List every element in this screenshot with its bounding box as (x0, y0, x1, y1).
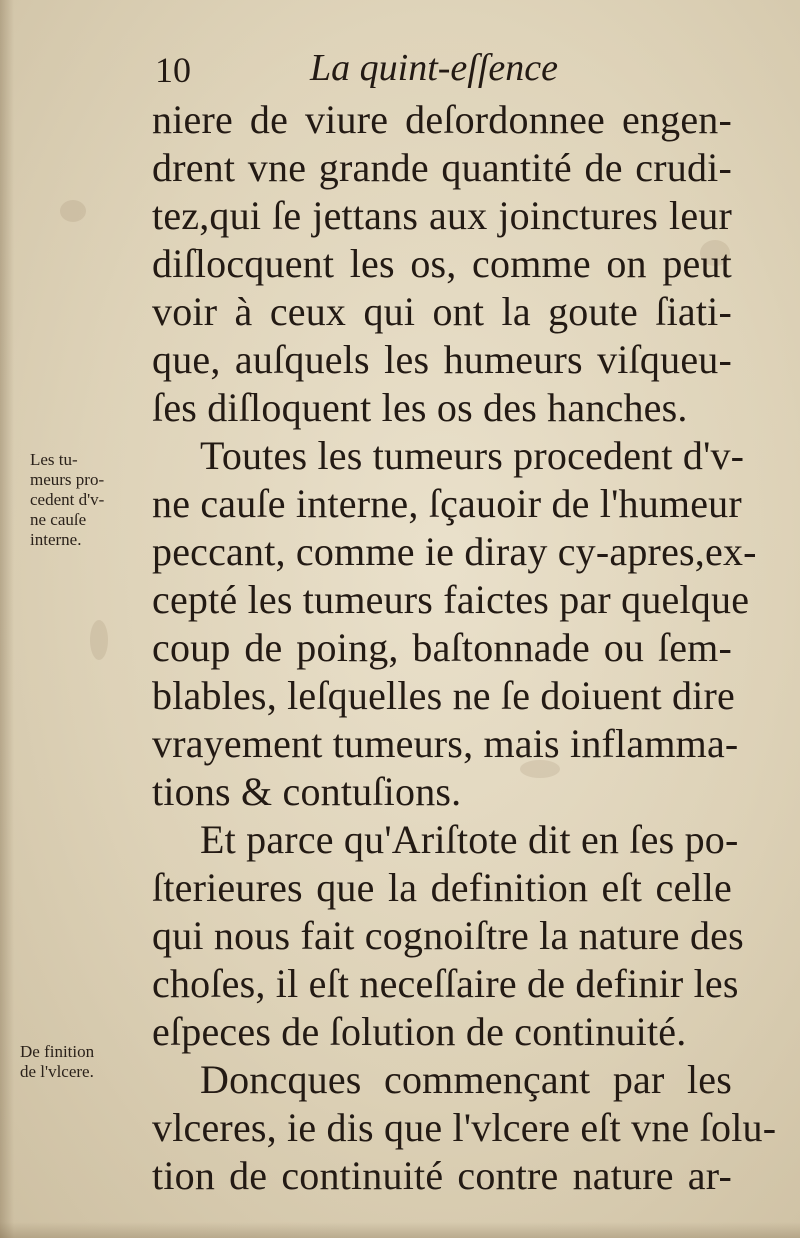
text-line: tions & contuſions. (152, 769, 462, 814)
text-line: niere de viure deſordonnee engen- (152, 97, 732, 142)
running-head: La quint-eſſence (310, 47, 558, 89)
margin-note-line: Les tu- (30, 450, 78, 469)
text-line: ſes diſloquent les os des hanches. (152, 385, 688, 430)
text-line: eſpeces de ſolution de continuité. (152, 1009, 687, 1054)
margin-note-line: De finition (20, 1042, 95, 1061)
margin-note-line: meurs pro- (30, 470, 105, 489)
text-line: ne cauſe interne, ſçauoir de l'humeur (152, 481, 742, 526)
margin-note-tumeurs (30, 450, 104, 550)
text-line: blables, leſquelles ne ſe doiuent dire (152, 673, 735, 718)
margin-note-definition (20, 1042, 94, 1082)
text-line: que, auſquels les humeurs viſqueu- (152, 337, 732, 382)
text-line: vrayement tumeurs, mais inflamma- (152, 721, 739, 766)
text-line: ſterieures que la definition eſt celle (152, 865, 732, 910)
paragraph-start-line: Et parce qu'Ariſtote dit en ſes po- (200, 817, 739, 862)
page-number: 10 (155, 50, 191, 90)
text-line: tez,qui ſe jettans aux joinctures leur (152, 193, 732, 238)
paper-stain (60, 200, 86, 222)
page-edge-shadow (0, 0, 14, 1238)
text-line: choſes, il eſt neceſſaire de definir les (152, 961, 739, 1006)
page-bottom-shadow (0, 1222, 800, 1238)
margin-note-line: ne cauſe (30, 510, 87, 529)
text-line: voir à ceux qui ont la goute ſiati- (152, 289, 732, 334)
text-line: tion de continuité contre nature ar- (152, 1153, 732, 1198)
text-line: cepté les tumeurs faictes par quelque (152, 577, 750, 622)
margin-note-line: de l'vlcere. (20, 1062, 94, 1081)
text-line: peccant, comme ie diray cy-apres,ex- (152, 529, 757, 574)
text-line: vlceres, ie dis que l'vlcere eſt vne ſolu- (152, 1105, 777, 1150)
margin-note-line: cedent d'v- (30, 490, 105, 509)
paper-stain (90, 620, 108, 660)
text-line: diſlocquent les os, comme on peut (152, 241, 732, 286)
text-line: drent vne grande quantité de crudi- (152, 145, 732, 190)
paragraph-start-line: Toutes les tumeurs procedent d'v- (200, 433, 745, 478)
text-line: qui nous fait cognoiſtre la nature des (152, 913, 744, 958)
paragraph-start-line: Doncques commençant par les (200, 1057, 732, 1102)
text-line: coup de poing, baſtonnade ou ſem- (152, 625, 732, 670)
page-header (155, 46, 715, 96)
margin-note-line: interne. (30, 530, 82, 549)
main-text (152, 96, 777, 1200)
